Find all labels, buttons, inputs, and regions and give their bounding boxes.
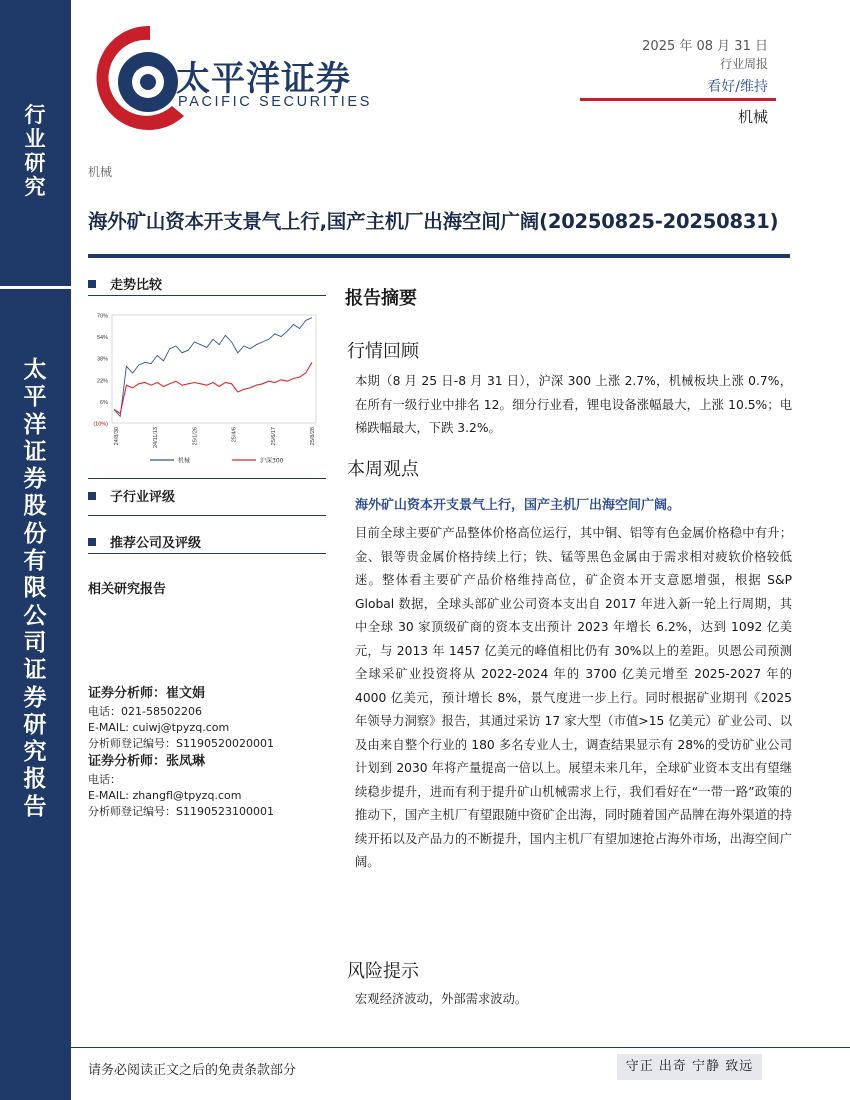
- x-tick-label: 25/6/17: [270, 427, 277, 446]
- series-line-machinery: [114, 318, 312, 417]
- trend-chart: [88, 305, 326, 475]
- series-line-csi300: [114, 362, 312, 413]
- analyst-name: 证券分析师：崔文娟: [88, 686, 206, 701]
- analyst-card: [88, 687, 274, 751]
- footer-disclaimer: 请务必阅读正文之后的免责条款部分: [88, 1063, 297, 1078]
- y-tick-label: 22%: [96, 378, 108, 385]
- view-highlight: 海外矿山资本开支景气上行，国产主机厂出海空间广阔。: [355, 498, 681, 513]
- footer-rule: [71, 1047, 850, 1048]
- chart-plot-frame: [112, 315, 316, 423]
- y-tick-label: 6%: [100, 399, 108, 406]
- report-title: 海外矿山资本开支景气上行,国产主机厂出海空间广阔(20250825-20250831): [88, 210, 779, 233]
- analyst-phone: 电话：: [88, 773, 121, 786]
- sidebar-top-label: 行业研究: [24, 103, 46, 199]
- risk-heading: 风险提示: [347, 961, 419, 982]
- x-tick-label: 25/1/26: [192, 427, 199, 446]
- x-tick-label: 24/8/30: [114, 427, 120, 446]
- x-tick-label: 25/8/28: [310, 427, 316, 446]
- view-paragraph: 目前全球主要矿产品整体价格高位运行，其中铜、铝等有色金属价格稳中有升；金、银等贵金属价格持续上行；铁、锰等黑色金属由于需求相对疲软价格较低迷。整体看主要矿产品价格维持高位，矿企资本开支意愿增强，根据 S&P Global 数据，全球头部矿业公司资本支出自 2017 年进入新一轮上行周期，其中全球 30 家顶级矿商的资本支出预计 2023 年增长 6.2%，达到 1092 亿美元，与 2013 年 1457 亿美元的峰值相比仍有 30%以上的差距。贝恩公司预测全球采矿业投资将从 2022-2024 年的 3700 亿美元增至 2025-2027 年的 4000 亿美元，预计增长 8%，景气度进一步上行。同时根据矿业期刊《2025 年领导力洞察》报告，其通过采访 17 家大型（市值>15 亿美元）矿业公司、以及由来自整个行业的 180 多名专业人士，调查结果显示有 28%的受访矿业公司计划到 2030 年将产量提高一倍以上。展望未来几年，全球矿业资本支出有望继续稳步提升，进而有利于提升矿山机械需求上行，我们看好在“一带一路”政策的推动下，国产主机厂有望跟随中资矿企出海，同时随着国产品牌在海外渠道的持续开拓以及产品力的不断提升，国内主机厂有望加速抢占海外市场，出海空间广阔。: [355, 526, 792, 869]
- bullet-square-icon: [88, 280, 96, 288]
- company-logo: [88, 20, 378, 140]
- summary-heading: 报告摘要: [345, 288, 417, 309]
- logo-name-cn: 太平洋证券: [176, 59, 351, 99]
- review-heading: 行情回顾: [347, 341, 419, 362]
- bullet-square-icon: [88, 492, 96, 500]
- sidebar-top: [0, 0, 71, 290]
- y-tick-label: 38%: [96, 356, 108, 363]
- logo-name-en: PACIFIC SECURITIES: [178, 94, 372, 110]
- analyst-registration: 分析师登记编号：S1190520020001: [88, 737, 274, 750]
- y-tick-label: (10%): [93, 421, 108, 428]
- sidebar-divider: [0, 286, 71, 289]
- sector-tag: 机械: [88, 165, 113, 179]
- analyst-email[interactable]: E-MAIL: cuiwj@tpyzq.com: [88, 721, 230, 734]
- recommend-heading: 推荐公司及评级: [88, 532, 201, 551]
- analyst-phone: 电话：021-58502206: [88, 705, 202, 718]
- analyst-card: [88, 755, 274, 819]
- bullet-square-icon: [88, 538, 96, 546]
- header-red-rule: [580, 98, 776, 101]
- sub-industry-heading: 子行业评级: [88, 486, 175, 505]
- trend-rule: [88, 295, 326, 296]
- related-research-heading: 相关研究报告: [88, 582, 167, 597]
- sub-industry-rule: [88, 515, 326, 516]
- analyst-name: 证券分析师：张凤琳: [88, 754, 206, 769]
- review-paragraph: 本期（8 月 25 日-8 月 31 日），沪深 300 上涨 2.7%，机械板块上涨 0.7%，在所有一级行业中排名 12。细分行业看，锂电设备涨幅最大，上涨 10.5%；电梯跌幅最大，下跌 3.2%。: [355, 374, 792, 435]
- recommend-rule: [88, 553, 326, 554]
- sidebar-bottom-label: 太平洋证券股份有限公司证券研究报告: [23, 357, 47, 820]
- header-sector: 机械: [737, 108, 768, 126]
- analyst-registration: 分析师登记编号：S1190523100001: [88, 805, 274, 818]
- legend-label: 机械: [178, 457, 191, 465]
- analyst-email[interactable]: E-MAIL: zhangfl@tpyzq.com: [88, 789, 242, 802]
- x-tick-label: 24/11/13: [153, 427, 160, 449]
- report-date: 2025 年 08 月 31 日: [642, 39, 768, 54]
- risk-paragraph: 宏观经济波动，外部需求波动。: [355, 992, 528, 1006]
- footer-motto: 守正 出奇 宁静 致远: [617, 1054, 762, 1080]
- x-tick-label: 25/4/6: [231, 427, 238, 443]
- rating-label: 看好/维持: [707, 79, 768, 95]
- sidebar: [0, 0, 71, 1100]
- view-heading: 本周观点: [347, 459, 419, 480]
- y-tick-label: 70%: [96, 313, 108, 320]
- legend-label: 沪深300: [260, 457, 284, 465]
- trend-heading: 走势比较: [88, 274, 162, 293]
- report-type: 行业周报: [719, 57, 768, 71]
- title-rule: [88, 254, 790, 258]
- y-tick-label: 54%: [96, 335, 108, 342]
- chart-bottom-rule: [88, 478, 326, 479]
